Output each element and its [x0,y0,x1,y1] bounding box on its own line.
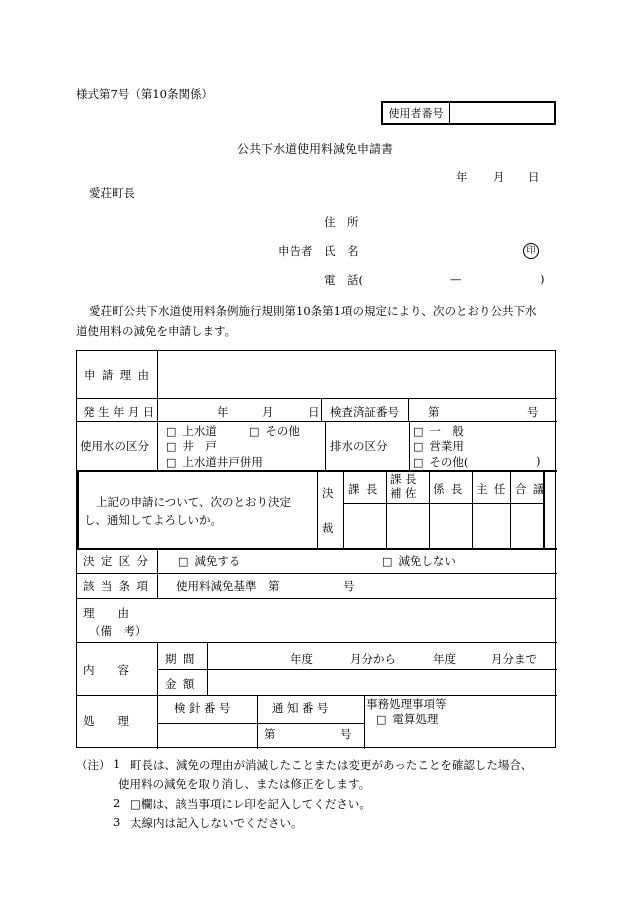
decision-kind-label: 決定区分 [83,554,155,568]
user-number-field[interactable] [450,103,554,123]
user-number-box [381,101,556,125]
inspection-label: 検査済証番号 [330,405,399,419]
water-option-josuido[interactable]: □ 上水道 [166,424,217,438]
decision-option-exempt[interactable]: □ 減免する [178,554,241,568]
phone-label: 電 話( [324,273,363,287]
approver-shunin: 主任 [476,482,512,496]
period-nendo-1: 年度 [290,652,313,666]
clause-go: 号 [343,579,355,593]
office-option-computer[interactable]: □ 電算処理 [376,712,439,726]
period-label: 期間 [165,652,201,666]
inspection-dai: 第 [428,405,440,419]
period-to: 月分まで [491,652,537,666]
decision-text-2: し、通知してよろしいか。 [84,513,222,527]
notice-label: 通知番号 [272,701,332,715]
decision-option-no-exempt[interactable]: □ 減免しない [382,554,456,568]
phone-close: ) [540,272,545,286]
remarks-label: （備 考） [89,624,147,638]
meter-label: 検針番号 [174,701,234,715]
clause-text: 使用料減免基準 第 [176,579,280,593]
reason-label: 申請理由 [84,368,156,382]
occur-month: 月 [262,405,274,419]
user-number-label: 使用者番号 [383,103,450,123]
approver-gougi: 合議 [515,482,551,496]
seal-mark: 印 [523,242,539,259]
inspection-go: 号 [527,405,539,419]
water-option-combined[interactable]: □ 上水道井戸併用 [166,455,263,469]
process-label: 処 理 [83,714,129,728]
intro-line-2: 道使用料の減免を申請します。 [76,324,237,338]
reason2-label: 理 由 [83,606,129,620]
note-1-line-1: 町長は、減免の理由が消滅したことまたは変更があったことを確認した場合、 [130,758,533,772]
water-type-label: 使用水の区分 [80,439,149,453]
note-2-num: 2 [113,796,121,810]
period-nendo-2: 年度 [433,652,456,666]
approver-kakaricho: 係長 [433,482,469,496]
addressee: 愛荘町長 [89,186,135,200]
notes-prefix: （注） [76,758,111,772]
amount-label: 金額 [165,677,201,691]
occur-day: 日 [308,405,320,419]
name-label: 氏 名 [324,244,359,258]
date-day-label: 日 [528,170,540,184]
address-label: 住 所 [324,215,359,229]
drain-option-general[interactable]: □ 一 般 [413,424,464,438]
drain-option-business[interactable]: □ 営業用 [413,439,464,453]
form-number: 様式第7号（第10条関係） [76,87,213,101]
note-3-num: 3 [113,815,121,829]
drain-option-other[interactable]: □ その他( [413,455,469,469]
note-1-num: 1 [113,757,121,771]
phone-dash: — [450,272,462,286]
content-label: 内 容 [83,663,129,677]
date-year-label: 年 [456,170,468,184]
occur-date-label: 発生年月日 [83,405,158,419]
reason-field[interactable] [162,352,556,398]
drain-option-close: ) [536,454,541,468]
clause-label: 該当条項 [83,579,155,593]
kessai-1: 決 [322,486,334,500]
notice-go: 号 [340,727,352,741]
intro-line-1: 愛荘町公共下水道使用料条例施行規則第10条第1項の規定により、次のとおり公共下水 [89,304,537,318]
office-label: 事務処理事項等 [366,697,447,711]
period-from: 月分から [350,652,396,666]
date-month-label: 月 [493,170,505,184]
note-1-line-2: 使用料の減免を取り消し、または修正をします。 [118,777,371,791]
water-option-well[interactable]: □ 井 戸 [166,439,217,453]
notice-dai: 第 [264,727,276,741]
declarant-label: 申告者 [278,244,313,258]
drain-type-label: 排水の区分 [330,439,388,453]
occur-year: 年 [217,405,229,419]
note-3-line-1: 太線内は記入しないでください。 [130,816,303,830]
note-2-line-1: □欄は、該当事項にレ印を記入してください。 [130,797,371,811]
form-title: 公共下水道使用料減免申請書 [237,142,394,156]
water-option-other[interactable]: □ その他 [249,424,300,438]
decision-text-1: 上記の申請について、次のとおり決定 [96,495,292,509]
approver-kacho: 課長 [348,482,384,496]
approver-kacho-hosa: 課長 補佐 [390,472,420,500]
kessai-2: 裁 [322,521,334,535]
